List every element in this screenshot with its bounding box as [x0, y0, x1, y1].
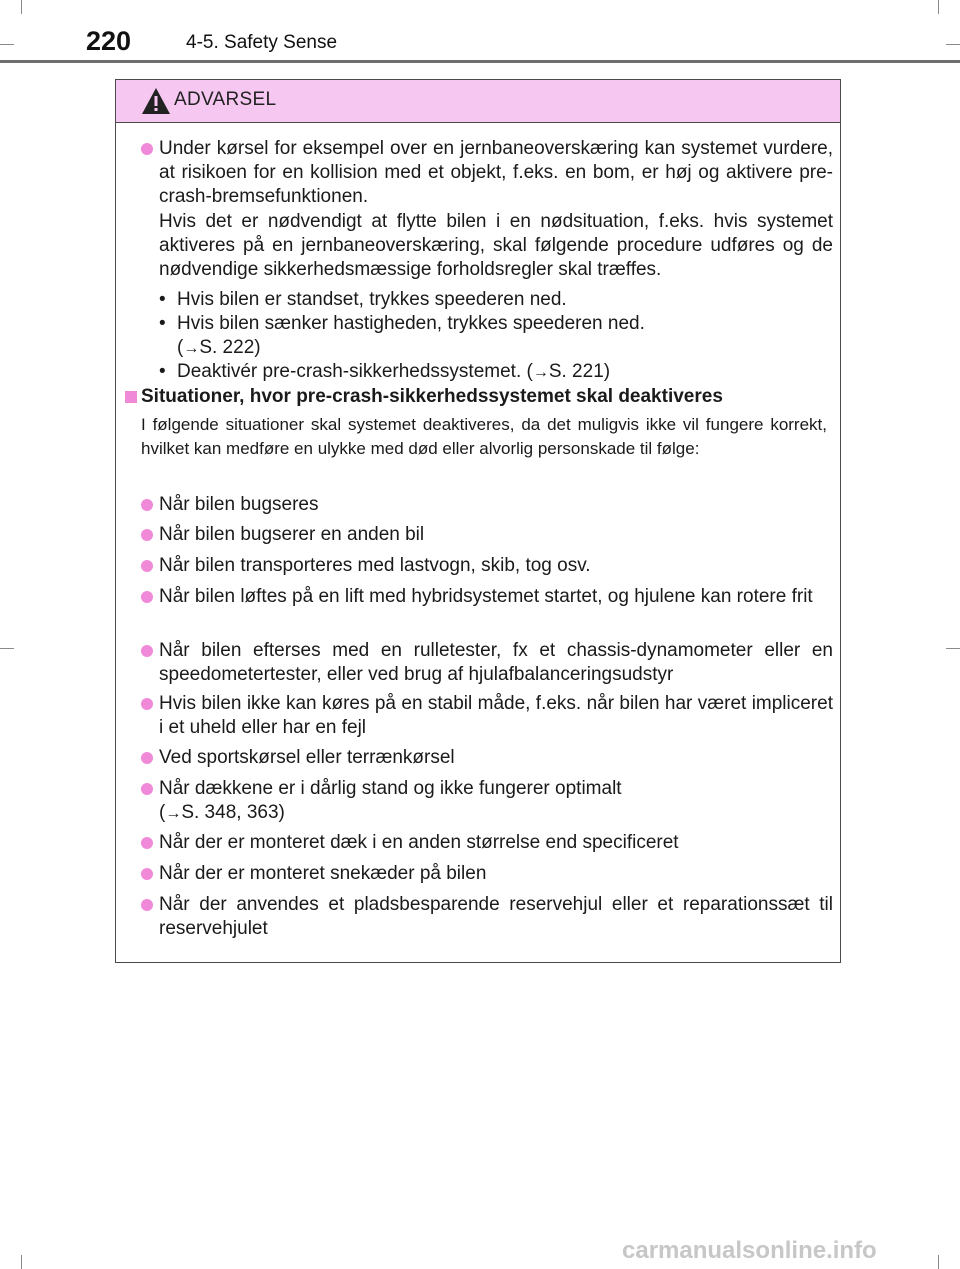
bullet-icon — [141, 499, 153, 511]
bullet-icon — [141, 560, 153, 572]
arrow-right-icon: → — [165, 805, 182, 823]
crop-mark — [21, 1255, 22, 1269]
bullet-icon — [141, 783, 153, 795]
arrow-right-icon: → — [183, 340, 200, 357]
arrow-right-icon: → — [532, 364, 549, 381]
list-item: Når bilen bugseres — [159, 494, 319, 515]
paragraph-1: Under kørsel for eksempel over en jernbaneoverskæring kan systemet vurdere, at risikoen for en kollision med et objekt, f.eks. en bom, er høj og aktivere pre-crash-bremsefunktionen. — [159, 138, 833, 208]
paragraph-2: Hvis det er nødvendigt at flytte bilen i en nødsituation, f.eks. hvis systemet aktiveres på en jernbaneoverskæring, skal følgende procedure udføres og de nødvendige sikkerhedsmæssige forholdsregler skal træffes. — [159, 210, 833, 281]
list-item — [159, 777, 833, 826]
crop-mark — [946, 648, 960, 649]
crop-mark — [21, 0, 22, 14]
page-reference[interactable]: S. 221) — [548, 361, 611, 382]
page-reference[interactable]: (→S. 348, 363) — [159, 802, 285, 824]
list-item-text: Når dækkene er i dårlig stand og ikke fungerer optimalt — [159, 778, 622, 799]
sub-bullet-text: Deaktivér pre-crash-sikkerhedssystemet. (→S. 221) — [177, 361, 611, 382]
sub-bullet-text: Hvis bilen sænker hastigheden, trykkes speederen ned. — [177, 313, 645, 334]
bullet-icon — [141, 529, 153, 541]
list-item: Hvis bilen ikke kan køres på en stabil måde, f.eks. når bilen har været impliceret i et uheld eller har en fejl — [159, 693, 833, 739]
crop-mark — [938, 0, 939, 14]
list-item: Når bilen efterses med en rulletester, fx et chassis-dynamometer eller en speedometertester, eller ved brug af hjulafbalanceringsudstyr — [159, 640, 833, 686]
watermark: carmanualsonline.info — [622, 1237, 877, 1264]
crop-mark — [946, 44, 960, 45]
warning-paragraph — [159, 137, 833, 282]
list-item: Ved sportskørsel eller terrænkørsel — [159, 747, 455, 768]
list-item: Når der er monteret dæk i en anden størrelse end specificeret — [159, 832, 679, 853]
list-item: Når der anvendes et pladsbesparende reservehjul eller et reparationssæt til reservehjulet — [159, 894, 833, 940]
header-rule — [0, 60, 960, 63]
bullet-icon — [141, 752, 153, 764]
bullet-icon — [141, 868, 153, 880]
crop-mark — [938, 1255, 939, 1269]
warning-header — [116, 80, 840, 123]
bullet-icon — [141, 698, 153, 710]
subheading: Situationer, hvor pre-crash-sikkerhedssystemet skal deaktiveres — [141, 386, 723, 407]
bullet-icon — [141, 645, 153, 657]
crop-mark — [0, 44, 14, 45]
page-number: 220 — [86, 26, 132, 56]
sub-bullet-text: Hvis bilen er standset, trykkes speederen ned. — [177, 289, 567, 310]
square-bullet-icon — [125, 391, 137, 403]
list-item: Når bilen bugserer en anden bil — [159, 524, 425, 545]
crop-mark — [0, 648, 14, 649]
warning-triangle-icon — [141, 87, 171, 115]
list-item: Når bilen løftes på en lift med hybridsystemet startet, og hjulene kan rotere frit — [159, 586, 813, 607]
list-item: Når der er monteret snekæder på bilen — [159, 863, 487, 884]
warning-title: ADVARSEL — [174, 89, 277, 110]
bullet-icon — [141, 591, 153, 603]
bullet-icon — [141, 837, 153, 849]
list-item: Når bilen transporteres med lastvogn, skib, tog osv. — [159, 555, 591, 576]
intro-text: I følgende situationer skal systemet deaktiveres, da det muligvis ikke vil fungere korrekt, hvilket kan medføre en ulykke med død eller alvorlig personskade til følge: — [141, 415, 827, 458]
section-title: 4-5. Safety Sense — [186, 32, 338, 53]
bullet-icon — [141, 143, 153, 155]
bullet-icon — [141, 899, 153, 911]
sub-bullet-ref[interactable]: (→S. 222) — [177, 337, 261, 358]
